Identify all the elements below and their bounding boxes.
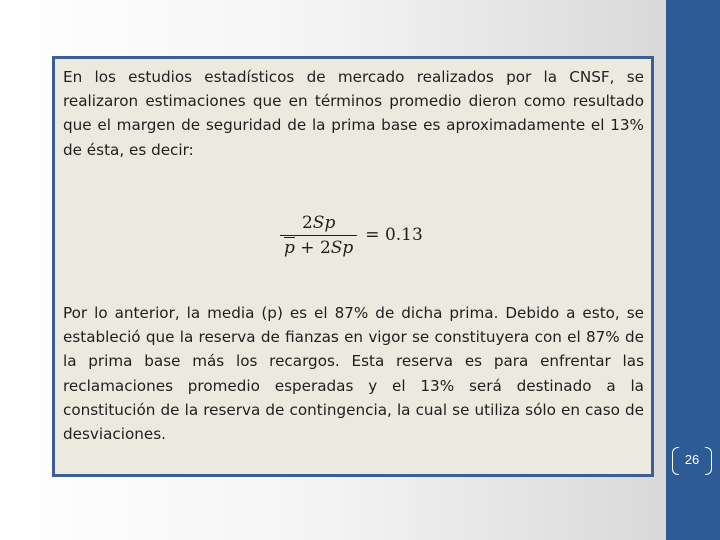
formula [280, 205, 423, 265]
p-bar: $\overline{p}$ [284, 237, 295, 258]
slide-number-text: 26 [684, 452, 700, 467]
slide-number [672, 446, 712, 474]
formula-denominator: $\overline{p} + 2Sp$ [280, 235, 357, 258]
formula-fraction [280, 213, 357, 258]
right-bracket-icon [705, 447, 712, 475]
intro-paragraph: En los estudios estadísticos de mercado realizados por la CNSF, se realizaron estimaciones que en términos promedio dieron como resultado que el margen de seguridad de la prima base es aproximadamente el 13% de ésta, es decir: [63, 68, 644, 159]
explanation-paragraph: Por lo anterior, la media (p) es el 87% de dicha prima. Debido a esto, se estableció que la reserva de fianzas en vigor se constituyera con el 87% de la prima base más los recargos. Esta reserva es para enfrentar las reclamaciones promedio esperadas y el 13% será destinado a la constitución de la reserva de contingencia, la cual se utiliza sólo en caso de desviaciones. [63, 304, 644, 444]
formula-result: = 0.13 [365, 225, 423, 245]
formula-numerator: 2Sp [301, 212, 336, 233]
left-bracket-icon [672, 447, 679, 475]
content-box [52, 56, 654, 477]
